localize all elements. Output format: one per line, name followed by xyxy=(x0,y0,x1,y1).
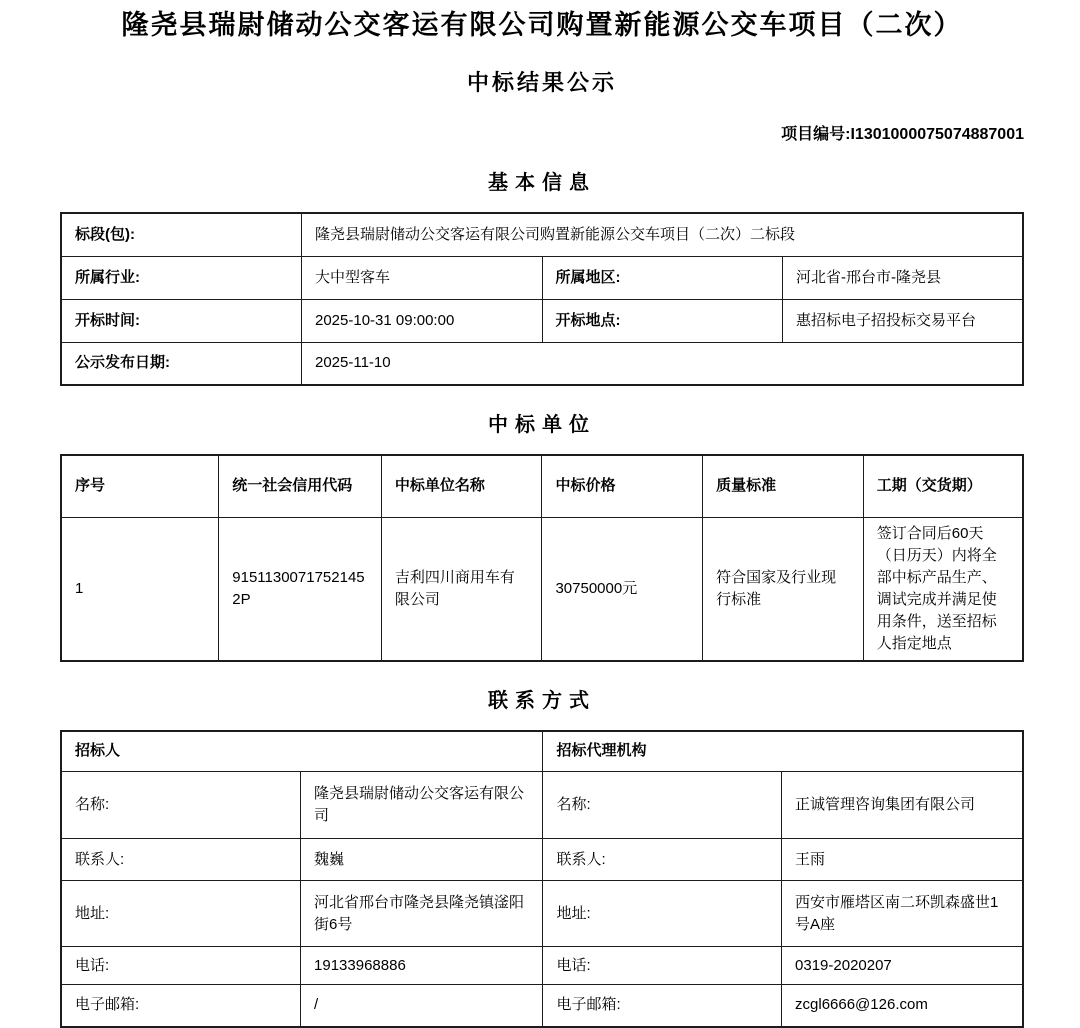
publish-date-label-cell: 公示发布日期: xyxy=(61,342,302,385)
document-content xyxy=(60,8,1024,1028)
agency-person-value-cell: 王雨 xyxy=(782,839,1023,881)
section-heading-winning-bidder: 中标单位 xyxy=(488,414,596,436)
section-heading-basic-info: 基本信息 xyxy=(488,172,596,194)
tenderer-address-label-cell: 地址: xyxy=(61,881,301,947)
col-header-delivery: 工期（交货期） xyxy=(863,455,1023,517)
table-row xyxy=(61,985,1023,1027)
table-row xyxy=(61,947,1023,985)
table-row xyxy=(61,342,1023,385)
agency-address-value-cell: 西安市雁塔区南二环凯森盛世1号A座 xyxy=(782,881,1023,947)
agency-address-label-cell: 地址: xyxy=(543,881,782,947)
quality-cell: 符合国家及行业现行标准 xyxy=(703,517,864,661)
seq-cell: 1 xyxy=(61,517,219,661)
tenderer-header-cell: 招标人 xyxy=(61,731,543,772)
tenderer-person-value-cell: 魏巍 xyxy=(301,839,543,881)
open-time-value-cell: 2025-10-31 09:00:00 xyxy=(302,299,543,342)
tenderer-name-label-cell: 名称: xyxy=(61,772,301,839)
open-place-value-cell: 惠招标电子招投标交易平台 xyxy=(783,299,1024,342)
tenderer-name-value-cell: 隆尧县瑞尉储动公交客运有限公司 xyxy=(301,772,543,839)
page-subtitle: 中标结果公示 xyxy=(466,70,617,95)
open-place-label-cell: 开标地点: xyxy=(542,299,783,342)
bid-section-label-cell: 标段(包): xyxy=(61,213,302,256)
agency-name-label-cell: 名称: xyxy=(543,772,782,839)
page-title: 隆尧县瑞尉储动公交客运有限公司购置新能源公交车项目（二次） xyxy=(121,10,963,40)
tenderer-address-value-cell: 河北省邢台市隆尧县隆尧镇滏阳街6号 xyxy=(301,881,543,947)
col-header-seq: 序号 xyxy=(61,455,219,517)
tenderer-phone-label-cell: 电话: xyxy=(61,947,301,985)
table-header-row xyxy=(61,731,1023,772)
col-header-company: 中标单位名称 xyxy=(381,455,542,517)
region-label-cell: 所属地区: xyxy=(542,256,783,299)
region-value-cell: 河北省-邢台市-隆尧县 xyxy=(783,256,1024,299)
col-header-quality: 质量标准 xyxy=(703,455,864,517)
agency-email-label-cell: 电子邮箱: xyxy=(543,985,782,1027)
price-cell: 30750000元 xyxy=(542,517,703,661)
tenderer-phone-value-cell: 19133968886 xyxy=(301,947,543,985)
col-header-credit-code: 统一社会信用代码 xyxy=(219,455,382,517)
agency-header-cell: 招标代理机构 xyxy=(543,731,1023,772)
agency-name-value-cell: 正诚管理咨询集团有限公司 xyxy=(782,772,1023,839)
table-row xyxy=(61,881,1023,947)
document-page xyxy=(0,8,1080,1014)
industry-value-cell: 大中型客车 xyxy=(302,256,543,299)
basic-info-table xyxy=(60,212,1024,386)
project-number-value: I1301000075074887001 xyxy=(850,126,1024,143)
winning-bidder-table xyxy=(60,454,1024,662)
tenderer-email-label-cell: 电子邮箱: xyxy=(61,985,301,1027)
open-time-label-cell: 开标时间: xyxy=(61,299,302,342)
credit-code-cell: 91511300717521452P xyxy=(219,517,382,661)
section-heading-contact: 联系方式 xyxy=(488,689,596,712)
tenderer-person-label-cell: 联系人: xyxy=(61,839,301,881)
table-row xyxy=(61,299,1023,342)
table-row xyxy=(61,839,1023,881)
agency-email-value-cell: zcgl6666@126.com xyxy=(782,985,1023,1027)
agency-phone-value-cell: 0319-2020207 xyxy=(782,947,1023,985)
table-row xyxy=(61,213,1023,256)
agency-person-label-cell: 联系人: xyxy=(543,839,782,881)
project-number-label: 项目编号: xyxy=(781,126,851,143)
agency-phone-label-cell: 电话: xyxy=(543,947,782,985)
contact-table xyxy=(60,730,1024,1028)
table-header-row xyxy=(61,455,1023,517)
publish-date-value-cell: 2025-11-10 xyxy=(302,342,1024,385)
col-header-price: 中标价格 xyxy=(542,455,703,517)
delivery-cell: 签订合同后60天（日历天）内将全部中标产品生产、调试完成并满足使用条件，送至招标人指定地点 xyxy=(863,517,1023,661)
bid-section-value-cell: 隆尧县瑞尉储动公交客运有限公司购置新能源公交车项目（二次）二标段 xyxy=(302,213,1024,256)
table-row xyxy=(61,517,1023,661)
project-number-line xyxy=(60,121,1024,144)
table-row xyxy=(61,256,1023,299)
company-cell: 吉利四川商用车有限公司 xyxy=(381,517,542,661)
table-row xyxy=(61,772,1023,839)
tenderer-email-value-cell: / xyxy=(301,985,543,1027)
industry-label-cell: 所属行业: xyxy=(61,256,302,299)
